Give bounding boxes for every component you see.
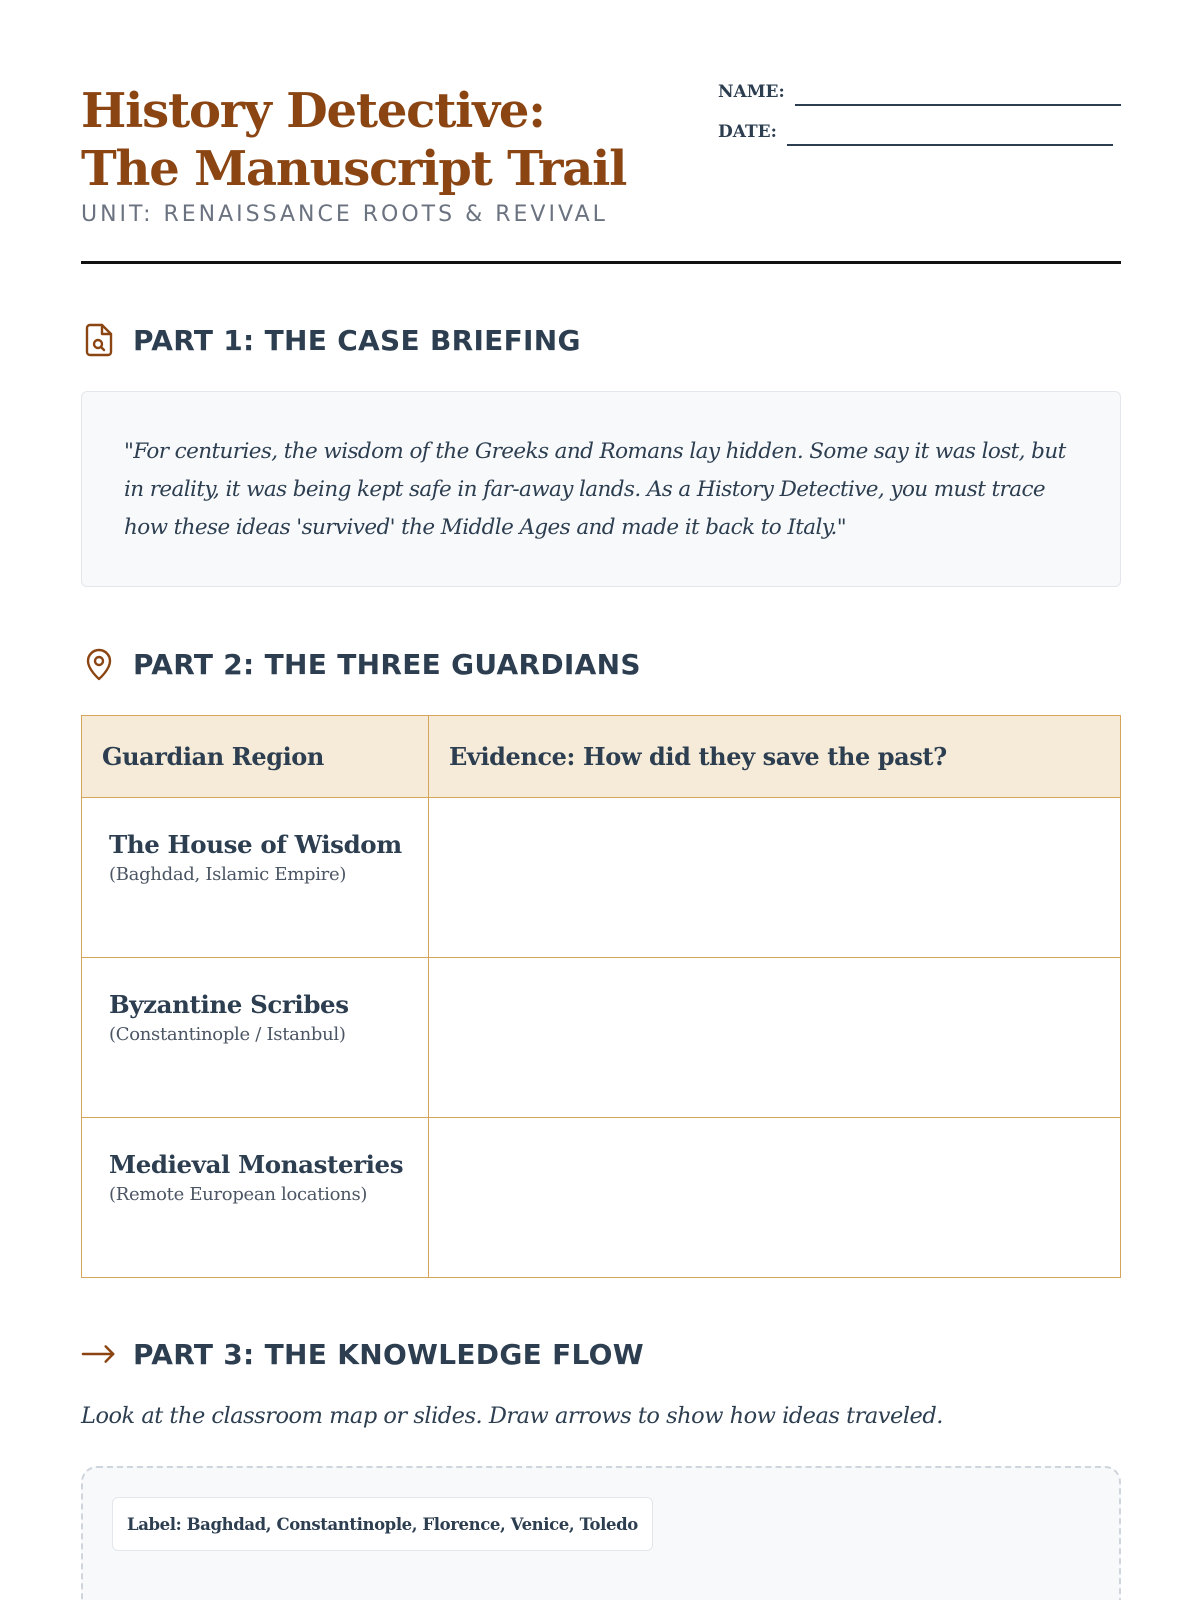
table-row <box>82 1118 1121 1278</box>
region-cell <box>82 958 429 1118</box>
briefing-text: "For centuries, the wisdom of the Greeks and Romans lay hidden. Some say it was lost, but in reality, it was being kept safe in far-away lands. As a History Detective, you must trace how these ideas 'survived' the Middle Ages and made it back to Italy." <box>124 439 1066 540</box>
student-info-fields <box>718 82 1121 162</box>
map-instruction: Look at the classroom map or slides. Draw arrows to show how ideas traveled. <box>81 1403 943 1429</box>
worksheet-header <box>81 82 1121 264</box>
table-row <box>82 798 1121 958</box>
region-cell <box>82 798 429 958</box>
case-briefing-box <box>81 391 1121 587</box>
part3-heading <box>81 1334 644 1374</box>
name-label: NAME: <box>718 82 785 102</box>
table-header-row <box>82 716 1121 798</box>
evidence-cell[interactable] <box>429 1118 1121 1278</box>
region-name: Byzantine Scribes <box>109 990 349 1019</box>
region-location: (Remote European locations) <box>109 1184 368 1205</box>
map-pin-icon <box>81 646 117 682</box>
region-location: (Constantinople / Istanbul) <box>109 1024 346 1045</box>
evidence-cell[interactable] <box>429 798 1121 958</box>
arrow-right-icon <box>81 1336 117 1372</box>
name-field-row <box>718 82 1121 122</box>
name-field[interactable] <box>795 104 1121 106</box>
date-field-row <box>718 122 1121 162</box>
evidence-cell[interactable] <box>429 958 1121 1118</box>
column-header-evidence: Evidence: How did they save the past? <box>429 716 1121 798</box>
page-title: History Detective: The Manuscript Trail <box>81 83 627 197</box>
part1-title: PART 1: THE CASE BRIEFING <box>133 323 581 357</box>
region-cell <box>82 1118 429 1278</box>
part2-title: PART 2: THE THREE GUARDIANS <box>133 647 641 681</box>
table-row <box>82 958 1121 1118</box>
region-location: (Baghdad, Islamic Empire) <box>109 864 347 885</box>
date-field[interactable] <box>787 144 1113 146</box>
region-name: The House of Wisdom <box>109 830 402 859</box>
part2-heading <box>81 644 641 684</box>
guardians-table <box>81 715 1121 1278</box>
file-search-icon <box>81 322 117 358</box>
part3-title: PART 3: THE KNOWLEDGE FLOW <box>133 1337 644 1371</box>
region-name: Medieval Monasteries <box>109 1150 404 1179</box>
date-label: DATE: <box>718 122 777 142</box>
part1-heading <box>81 320 581 360</box>
drawing-area[interactable] <box>81 1466 1121 1600</box>
label-chip: Label: Baghdad, Constantinople, Florence, Venice, Toledo <box>112 1497 653 1551</box>
column-header-region: Guardian Region <box>82 716 429 798</box>
unit-subtitle: UNIT: RENAISSANCE ROOTS & REVIVAL <box>81 202 608 227</box>
